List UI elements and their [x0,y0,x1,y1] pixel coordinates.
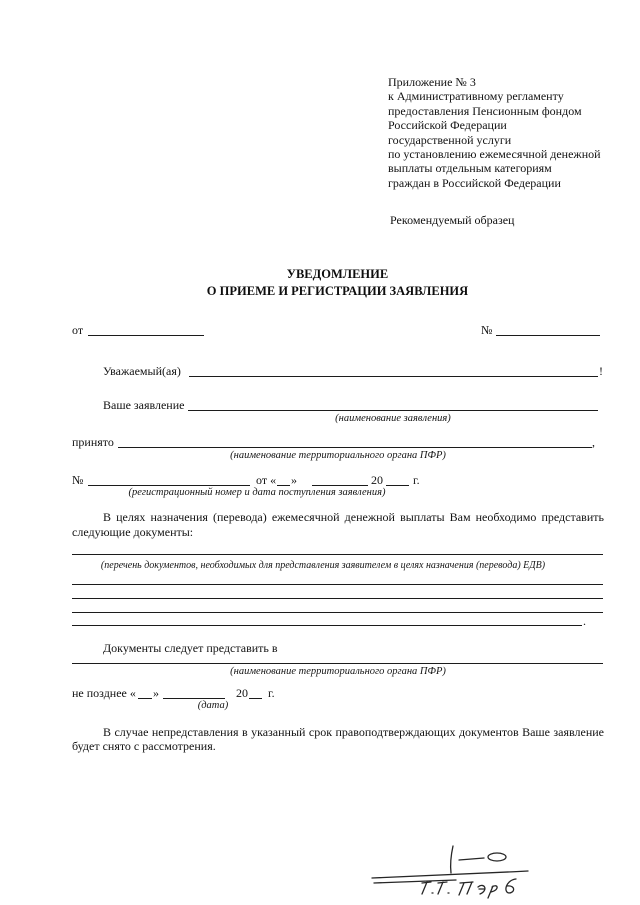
appendix-line: предоставления Пенсионным фондом [388,103,582,118]
registration-date-prefix: от « [256,473,277,487]
registration-number-label: № [72,473,84,487]
submit-to-label: Документы следует представить в [103,641,278,655]
signature-stroke [506,879,516,893]
notice-title-line-1: УВЕДОМЛЕНИЕ [286,267,389,281]
documents-list-blank-2 [72,584,603,585]
signature-stroke [488,853,506,861]
registration-caption: (регистрационный номер и дата поступления заявления) [128,487,386,498]
application-name-caption: (наименование заявления) [335,413,451,424]
appendix-line: по установлению ежемесячной денежной [388,147,601,162]
appendix-line: граждан в Российской Федерации [388,175,561,190]
documents-list-blank-4 [72,612,603,613]
deadline-year-prefix: 20 [236,686,248,700]
accepted-comma: , [592,435,595,449]
registration-day-quote-close: » [291,473,297,487]
signature-stroke [459,858,484,860]
notice-number-blank [496,335,600,336]
deadline-year-suffix: г. [268,686,275,700]
from-label: от [72,323,84,337]
pfr-office-caption: (наименование территориального органа ПФР) [230,450,446,461]
accepted-label: принято [72,435,114,449]
appendix-line: выплаты отдельным категориям [388,161,552,176]
registration-number-blank [88,485,250,486]
documents-request-line-2: следующие документы: [72,525,194,539]
submit-to-office-blank [72,663,603,664]
appendix-reference [388,75,601,190]
greeting-exclamation: ! [599,364,603,378]
from-date-blank [88,335,204,336]
documents-request-line-1: В целях назначения (перевода) ежемесячной денежной выплаты Вам необходимо представить [103,510,604,524]
signature-stroke [451,846,453,873]
deadline-year-blank [249,698,262,699]
deadline-prefix: не позднее « [72,686,136,700]
signature-stroke [372,871,528,878]
documents-list-caption: (перечень документов, необходимых для представления заявителем в целях назначения (перевода) ЕДВ) [100,560,546,571]
deadline-month-blank [163,698,225,699]
documents-list-period: . [583,614,586,628]
recipient-name-blank [189,376,598,377]
application-name-blank [188,410,598,411]
registration-month-blank [312,485,368,486]
number-label: № [481,323,493,337]
appendix-line: государственной услуги [388,132,512,147]
signature-stroke [438,882,449,894]
deadline-quote-close: » [153,686,159,700]
registration-year-prefix: 20 [371,473,383,487]
signature [360,830,540,900]
signature-stroke [488,886,497,898]
appendix-line: к Административному регламенту [388,89,564,104]
signature-stroke [459,882,473,895]
notice-title-line-2: О ПРИЕМЕ И РЕГИСТРАЦИИ ЗАЯВЛЕНИЯ [206,284,469,298]
documents-list-blank-1 [72,554,603,555]
registration-year-blank [386,485,409,486]
registration-day-blank [277,485,290,486]
application-label: Ваше заявление [103,398,185,412]
rejection-notice-line-2: будет снято с рассмотрения. [72,739,216,753]
deadline-date-caption: (дата) [197,700,229,711]
documents-list-blank-3 [72,598,603,599]
submit-to-caption: (наименование территориального органа ПФР) [230,666,446,677]
rejection-notice-line-1: В случае непредставления в указанный срок правоподтверждающих документов Ваше заявление [103,725,604,739]
signature-stroke [422,882,433,894]
registration-year-suffix: г. [413,473,420,487]
recommended-sample-label: Рекомендуемый образец [390,213,515,227]
greeting-label: Уважаемый(ая) [103,364,181,378]
appendix-line: Приложение № 3 [388,75,476,89]
pfr-office-blank [118,447,592,448]
documents-list-blank-5 [72,625,582,626]
signature-stroke [478,885,485,894]
appendix-line: Российской Федерации [388,118,507,133]
notice-title [200,266,475,300]
deadline-day-blank [138,698,152,699]
